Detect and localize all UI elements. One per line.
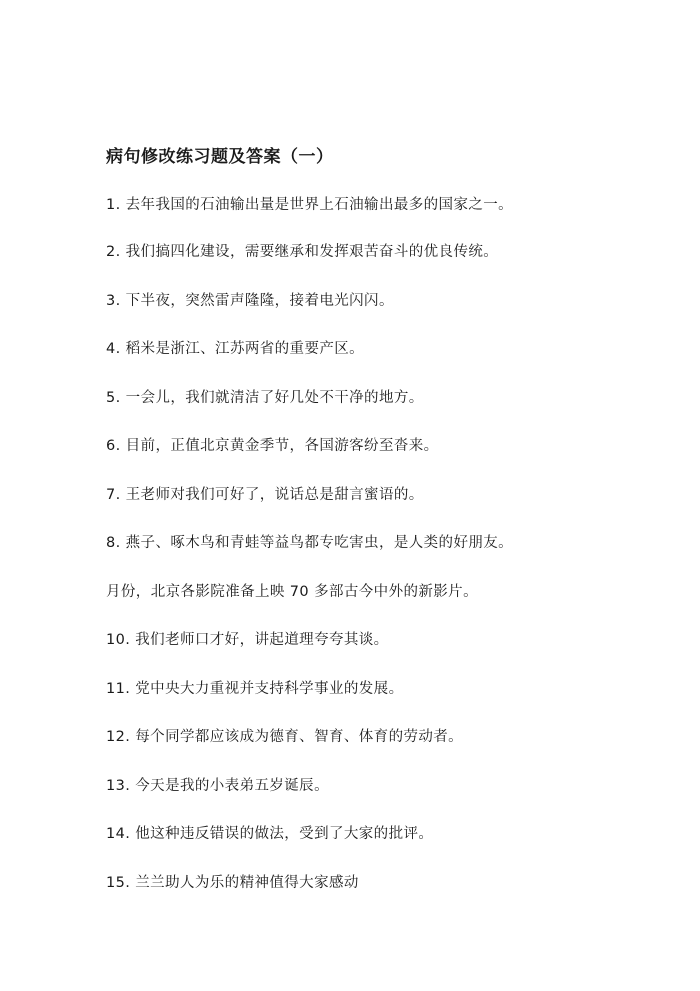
exercise-line-15: 15. 兰兰助人为乐的精神值得大家感动	[106, 875, 359, 891]
exercise-line-7: 7. 王老师对我们可好了，说话总是甜言蜜语的。	[106, 487, 424, 503]
exercise-line-10: 10. 我们老师口才好，讲起道理夸夸其谈。	[106, 632, 389, 648]
exercise-line-12: 12. 每个同学都应该成为德育、智育、体育的劳动者。	[106, 729, 464, 745]
exercise-line-1: 1. 去年我国的石油输出量是世界上石油输出最多的国家之一。	[106, 197, 514, 213]
exercise-line-13: 13. 今天是我的小表弟五岁诞辰。	[106, 778, 329, 794]
exercise-line-3: 3. 下半夜，突然雷声隆隆，接着电光闪闪。	[106, 293, 394, 309]
exercise-line-2: 2. 我们搞四化建设，需要继承和发挥艰苦奋斗的优良传统。	[106, 244, 499, 260]
exercise-line-9: 月份，北京各影院准备上映 70 多部古今中外的新影片。	[106, 584, 478, 600]
exercise-line-11: 11. 党中央大力重视并支持科学事业的发展。	[106, 681, 404, 697]
page-title: 病句修改练习题及答案（一）	[106, 147, 334, 167]
exercise-line-4: 4. 稻米是浙江、江苏两省的重要产区。	[106, 341, 365, 357]
exercise-line-8: 8. 燕子、啄木鸟和青蛙等益鸟都专吃害虫，是人类的好朋友。	[106, 535, 514, 551]
exercise-line-5: 5. 一会儿，我们就清洁了好几处不干净的地方。	[106, 390, 424, 406]
exercise-line-14: 14. 他这种违反错误的做法，受到了大家的批评。	[106, 826, 434, 842]
exercise-line-6: 6. 目前，正值北京黄金季节，各国游客纷至沓来。	[106, 438, 439, 454]
